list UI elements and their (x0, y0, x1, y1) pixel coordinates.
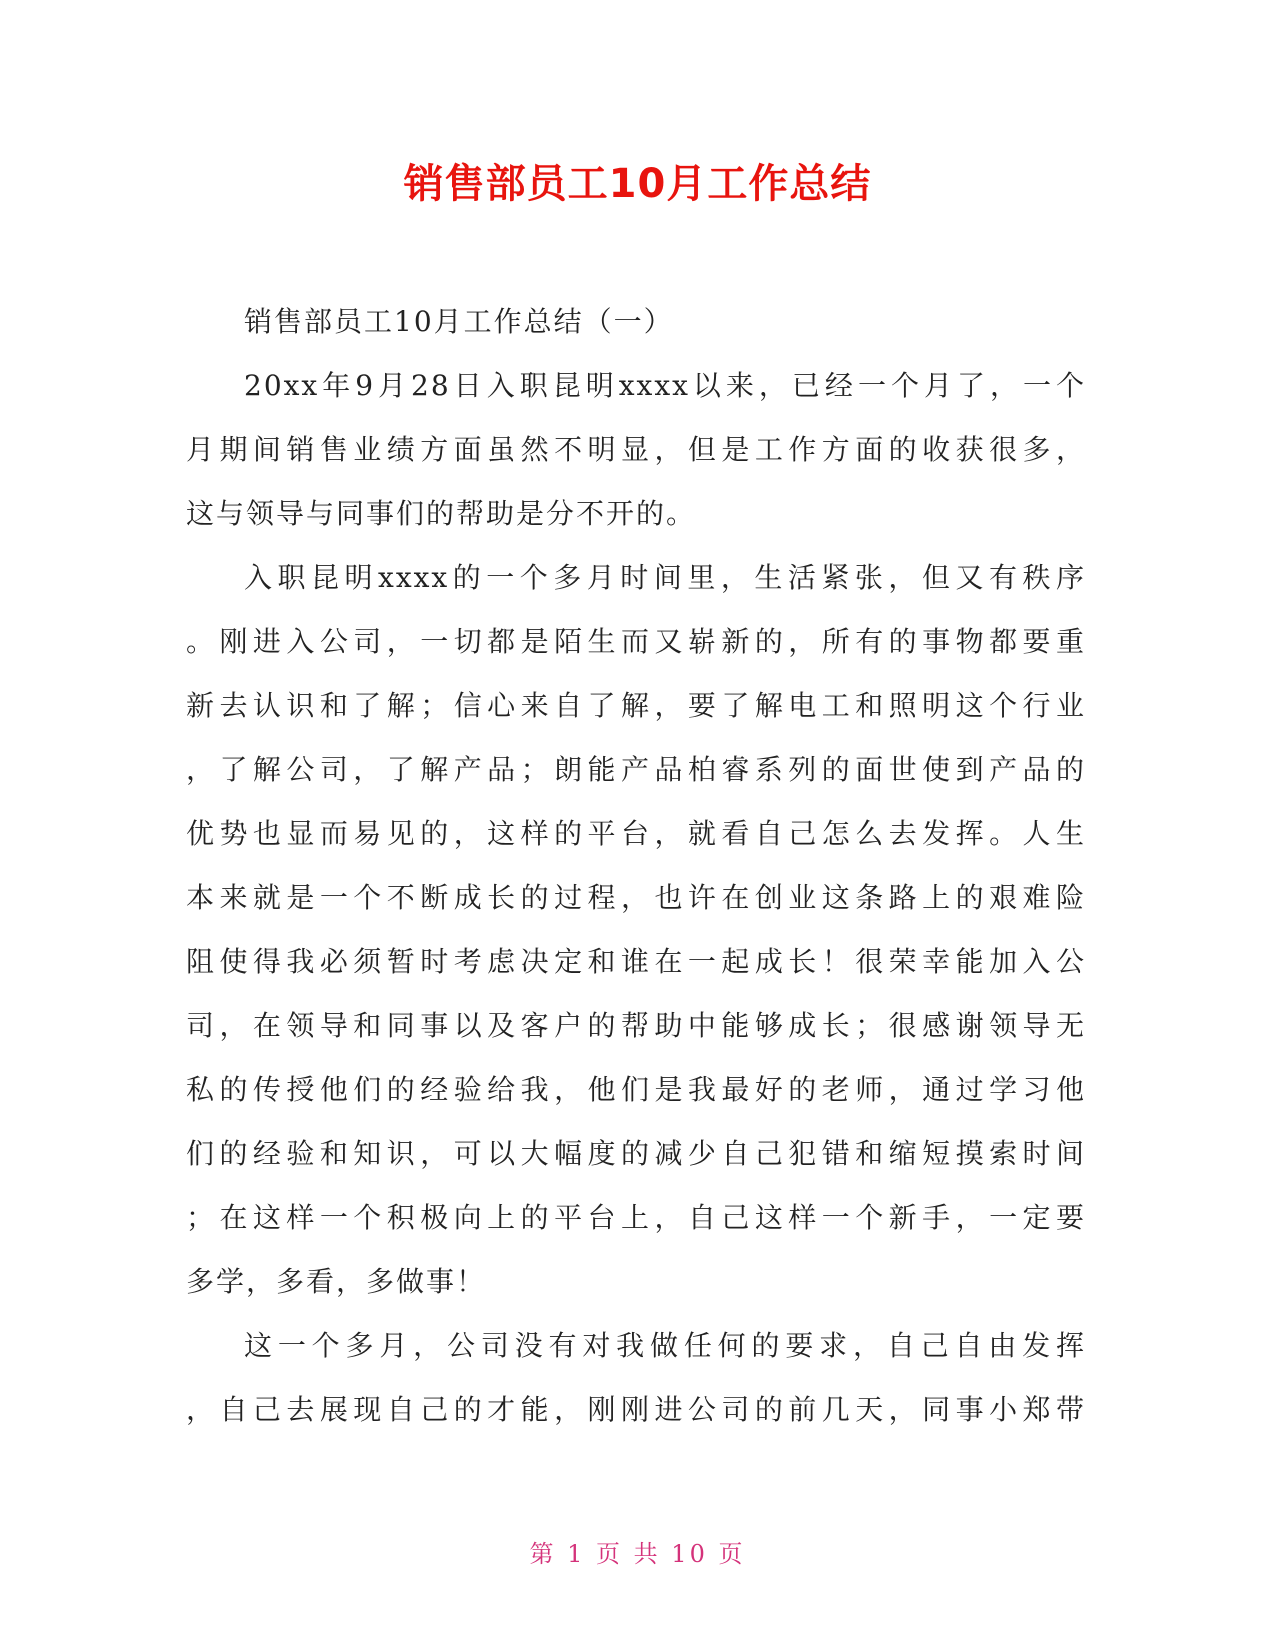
paragraph-line: ；在这样一个积极向上的平台上，自己这样一个新手，一定要 (186, 1201, 1086, 1234)
paragraph-line: 月期间销售业绩方面虽然不明显，但是工作方面的收获很多， (186, 433, 1086, 466)
paragraph-2 (186, 546, 1086, 1314)
paragraph-line: 这与领导与同事们的帮助是分不开的。 (186, 497, 697, 530)
paragraph-line: 多学，多看，多做事！ (186, 1265, 487, 1298)
document-title: 销售部员工10月工作总结 (403, 161, 872, 207)
paragraph-line: 阻使得我必须暂时考虑决定和谁在一起成长！很荣幸能加入公 (186, 945, 1086, 978)
paragraph-line: 20xx年9月28日入职昆明xxxx以来，已经一个月了，一个 (244, 369, 1086, 402)
paragraph-line: 新去认识和了解；信心来自了解，要了解电工和照明这个行业 (186, 689, 1086, 722)
paragraph-line: 。刚进入公司，一切都是陌生而又崭新的，所有的事物都要重 (186, 625, 1086, 658)
paragraph-line: 私的传授他们的经验给我，他们是我最好的老师，通过学习他 (186, 1073, 1086, 1106)
paragraph-3 (186, 1314, 1086, 1442)
paragraph-line: 司，在领导和同事以及客户的帮助中能够成长；很感谢领导无 (186, 1009, 1086, 1042)
subtitle: 销售部员工10月工作总结（一） (244, 305, 674, 338)
page-number-footer: 第 1 页 共 10 页 (529, 1540, 746, 1568)
paragraph-line: 本来就是一个不断成长的过程，也许在创业这条路上的艰难险 (186, 881, 1086, 914)
paragraph-1 (186, 354, 1086, 546)
paragraph-line: ，自己去展现自己的才能，刚刚进公司的前几天，同事小郑带 (186, 1393, 1086, 1426)
paragraph-line: 这一个多月，公司没有对我做任何的要求，自己自由发挥 (244, 1329, 1086, 1362)
paragraph-line: 优势也显而易见的，这样的平台，就看自己怎么去发挥。人生 (186, 817, 1086, 850)
subtitle-paragraph (186, 290, 1086, 354)
paragraph-line: 们的经验和知识，可以大幅度的减少自己犯错和缩短摸索时间 (186, 1137, 1086, 1170)
document-body (186, 290, 1086, 1442)
paragraph-line: 入职昆明xxxx的一个多月时间里，生活紧张，但又有秩序 (244, 561, 1086, 594)
paragraph-line: ，了解公司，了解产品；朗能产品柏睿系列的面世使到产品的 (186, 753, 1086, 786)
